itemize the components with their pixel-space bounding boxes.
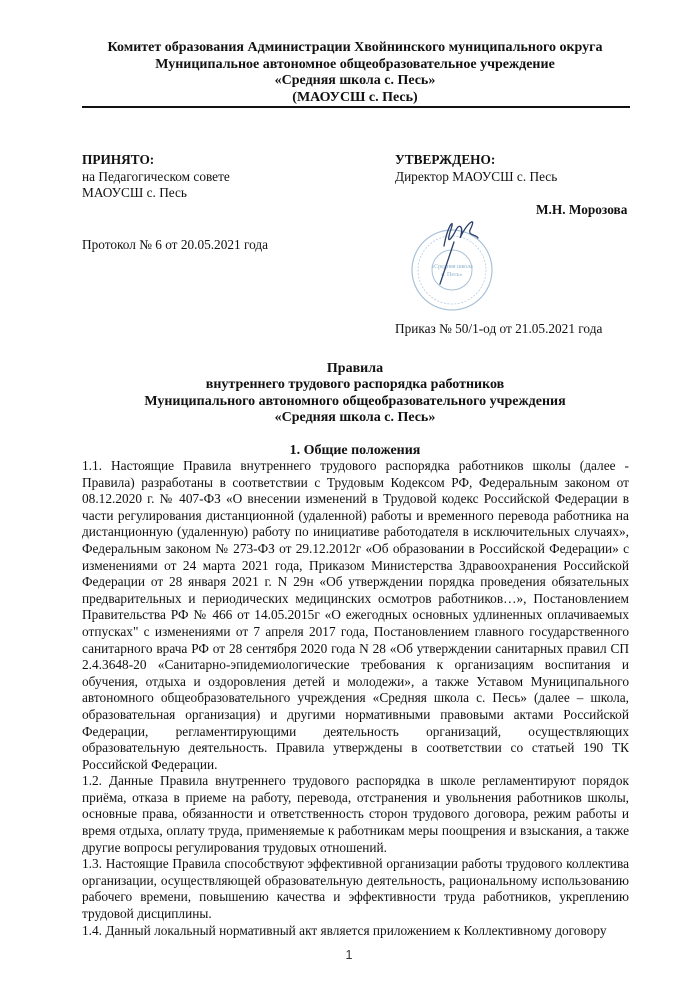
organization-header <box>82 40 628 106</box>
approved-block <box>395 152 655 185</box>
accepted-protocol: Протокол № 6 от 20.05.2021 года <box>82 237 269 252</box>
title-line-subject: внутреннего трудового распорядка работников <box>205 377 505 393</box>
header-divider <box>82 106 630 108</box>
svg-text:«Средняя школа: «Средняя школа <box>431 264 473 270</box>
accepted-block <box>82 152 362 202</box>
title-line-rules: Правила <box>326 361 384 376</box>
header-line-institution: Муниципальное автономное общеобразовательное учреждение <box>155 56 555 72</box>
approval-order: Приказ № 50/1-од от 21.05.2021 года <box>395 321 603 336</box>
header-line-abbreviation: (МАОУСШ с. Песь) <box>292 89 418 105</box>
title-line-school: «Средняя школа с. Песь» <box>274 409 436 425</box>
school-stamp-icon <box>404 212 504 312</box>
page-number: 1 <box>345 948 353 962</box>
svg-text:с. Песь»: с. Песь» <box>441 272 463 278</box>
document-title <box>82 361 628 426</box>
approved-heading: УТВЕРЖДЕНО: <box>395 152 496 167</box>
accepted-school: МАОУСШ с. Песь <box>82 185 187 200</box>
section-body <box>82 458 629 939</box>
approved-director: Директор МАОУСШ с. Песь <box>395 168 558 184</box>
paragraph-1-1: 1.1. Настоящие Правила внутреннего трудового распорядка работников школы (далее - Правила) разработаны в соответствии с Трудовым Кодексом РФ, Федеральным законом от 08.12.2020 г. № 407-ФЗ «О внесении изменений в Трудовой кодекс Российской Федерации в части регулирования дистанционной (удаленной) работы и временного перевода работника на дистанционную (удаленную) работу по инициативе работодателя в исключительных случаях», Федеральным законом № 273-ФЗ от 29.12.2012г «Об образовании в Российской Федерации» с изменениями от 24 марта 2021 года, Приказом Министерства Здравоохранения Российской Федерации от 28 января 2021 г. N 29н «Об утверждении порядка проведения обязательных предварительных и периодических медицинских осмотров работников…», Постановлением Правительства РФ № 466 от 14.05.2015г «О ежегодных основных удлиненных оплачиваемых отпусках" с изменениями от 7 апреля 2017 года, Постановлением главного государственного санитарного врача РФ от 28 сентября 2020 года N 28 «Об утверждении санитарных правил СП 2.4.3648-20 «Санитарно-эпидемиологические требования к организациям воспитания и обучения, отдыха и оздоровления детей и молодежи», а также Уставом Муниципального автономного общеобразовательного учреждения «Средняя школа с. Песь» (далее – школа, образовательная организация) и другими нормативными правовыми актами Российской Федерации, регламентирующими деятельность организаций, осуществляющих образовательную деятельность. Правила утверждены в соответствии со статьей 190 ТК Российской Федерации. <box>82 458 629 772</box>
paragraph-1-3: 1.3. Настоящие Правила способствуют эффективной организации работы трудового коллектива организации, осуществляющей образовательную деятельность, рациональному использованию рабочего времени, повышению качества и эффективности труда работников, укреплению трудовой дисциплины. <box>82 856 629 922</box>
title-line-institution: Муниципального автономного общеобразовательного учреждения <box>144 393 566 409</box>
paragraph-1-4: 1.4. Данный локальный нормативный акт является приложением к Коллективному договору <box>82 922 607 938</box>
header-line-committee: Комитет образования Администрации Хвойнинского муниципального округа <box>107 40 603 55</box>
accepted-council: на Педагогическом совете <box>82 168 230 184</box>
accepted-heading: ПРИНЯТО: <box>82 152 155 167</box>
paragraph-1-2: 1.2. Данные Правила внутреннего трудового распорядка в школе регламентируют порядок приёма, отказа в приеме на работу, перевода, отстранения и увольнения работников школы, основные права, обязанности и ответственность сторон трудового договора, режим работы и время отдыха, оплату труда, применяемые к работникам меры поощрения и взыскания, а также другие вопросы регулирования трудовых отношений. <box>82 773 629 855</box>
header-line-school-name: «Средняя школа с. Песь» <box>274 73 436 88</box>
director-signatory: М.Н. Морозова <box>536 202 628 217</box>
section-heading: 1. Общие положения <box>289 443 421 458</box>
